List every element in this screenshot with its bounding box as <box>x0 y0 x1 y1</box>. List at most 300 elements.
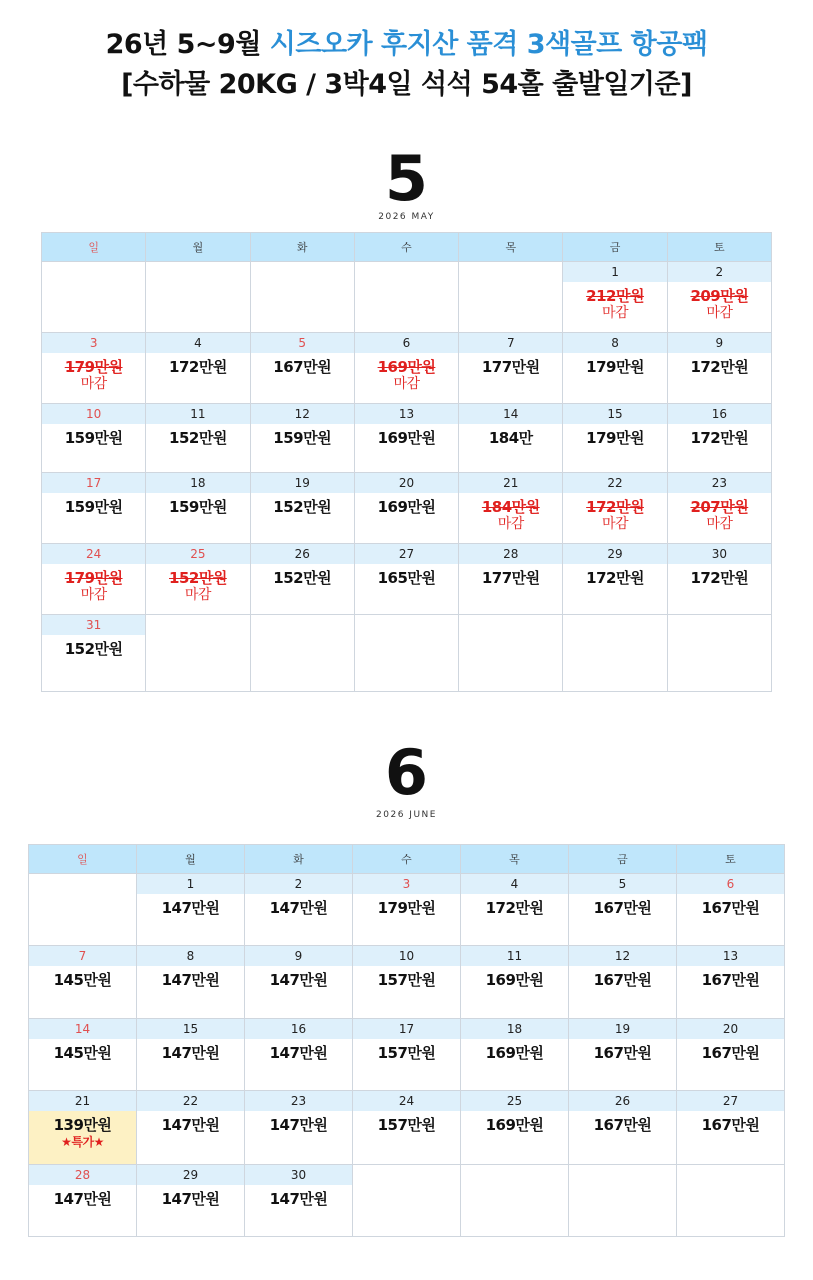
calendar-day-cell[interactable] <box>569 946 677 1019</box>
price-label: 139만원 <box>53 1116 112 1134</box>
day-number: 18 <box>146 473 249 493</box>
calendar-day-cell[interactable] <box>461 1019 569 1091</box>
weekday-header: 수 <box>354 233 458 262</box>
weekday-header: 토 <box>677 845 785 874</box>
day-number: 15 <box>563 404 666 424</box>
price-label: 147만원 <box>161 899 220 917</box>
price-label: 145만원 <box>53 1044 112 1062</box>
price-block <box>563 353 666 376</box>
may-month-number: 5 <box>384 142 429 215</box>
calendar-day-cell[interactable] <box>563 544 667 615</box>
price-block <box>355 353 458 392</box>
price-block <box>677 966 784 989</box>
day-number: 3 <box>353 874 460 894</box>
day-number: 11 <box>146 404 249 424</box>
price-block <box>461 894 568 917</box>
day-number: 13 <box>677 946 784 966</box>
price-label: 165만원 <box>377 569 436 587</box>
day-number: 2 <box>668 262 771 282</box>
price-block <box>137 1185 244 1208</box>
day-number: 12 <box>251 404 354 424</box>
calendar-day-cell[interactable] <box>245 1091 353 1165</box>
price-label: 152만원 <box>169 569 227 587</box>
day-number: 31 <box>42 615 145 635</box>
empty-day-cell <box>353 1165 461 1237</box>
price-block <box>42 424 145 447</box>
price-label: 172만원 <box>169 358 227 376</box>
calendar-week-row <box>42 544 772 615</box>
price-label: 152만원 <box>169 429 227 447</box>
weekday-header: 일 <box>29 845 137 874</box>
price-block <box>459 564 562 587</box>
calendar-day-cell[interactable] <box>137 874 245 946</box>
price-label: 167만원 <box>701 1044 760 1062</box>
calendar-day-cell[interactable] <box>42 544 146 615</box>
weekday-header: 토 <box>667 233 771 262</box>
calendar-day-cell[interactable] <box>677 1091 785 1165</box>
price-label: 179만원 <box>377 899 436 917</box>
calendar-day-cell[interactable] <box>29 1091 137 1165</box>
special-deal-badge: ★특가★ <box>61 1135 104 1149</box>
price-label: 147만원 <box>53 1190 112 1208</box>
calendar-day-cell[interactable] <box>459 404 563 473</box>
day-number: 20 <box>355 473 458 493</box>
calendar-day-cell[interactable] <box>563 473 667 544</box>
calendar-week-row <box>42 473 772 544</box>
price-label: 169만원 <box>377 429 436 447</box>
day-number: 25 <box>461 1091 568 1111</box>
calendar-week-row <box>29 1019 785 1091</box>
price-label: 167만원 <box>701 899 760 917</box>
calendar-day-cell[interactable] <box>459 333 563 404</box>
day-number: 4 <box>146 333 249 353</box>
calendar-day-cell[interactable] <box>569 1091 677 1165</box>
price-label: 145만원 <box>53 971 112 989</box>
price-label: 147만원 <box>161 1190 220 1208</box>
calendar-day-cell[interactable] <box>250 404 354 473</box>
price-block <box>569 1111 676 1134</box>
calendar-day-cell[interactable] <box>563 404 667 473</box>
calendar-day-cell[interactable] <box>42 615 146 692</box>
day-number: 9 <box>668 333 771 353</box>
day-number: 22 <box>563 473 666 493</box>
weekday-header: 월 <box>137 845 245 874</box>
calendar-day-cell[interactable] <box>354 404 458 473</box>
calendar-day-cell[interactable] <box>29 1165 137 1237</box>
empty-day-cell <box>146 262 250 333</box>
price-label: 169만원 <box>485 1116 544 1134</box>
price-block <box>668 424 771 447</box>
price-label: 179만원 <box>586 429 644 447</box>
calendar-week-row <box>29 946 785 1019</box>
empty-day-cell <box>461 1165 569 1237</box>
price-label: 167만원 <box>701 1116 760 1134</box>
weekday-header: 금 <box>563 233 667 262</box>
may-calendar <box>41 232 772 692</box>
calendar-day-cell[interactable] <box>677 946 785 1019</box>
title-prefix: 26년 5~9월 <box>105 29 270 60</box>
calendar-day-cell[interactable] <box>461 946 569 1019</box>
day-number: 14 <box>459 404 562 424</box>
price-label: 147만원 <box>269 1044 328 1062</box>
price-label: 169만원 <box>377 358 436 376</box>
price-label: 157만원 <box>377 1116 436 1134</box>
day-number: 24 <box>353 1091 460 1111</box>
price-label: 177만원 <box>481 569 540 587</box>
price-block <box>146 353 249 376</box>
price-block <box>245 1185 352 1208</box>
calendar-day-cell[interactable] <box>563 262 667 333</box>
calendar-day-cell[interactable] <box>29 946 137 1019</box>
day-number: 24 <box>42 544 145 564</box>
price-block <box>355 424 458 447</box>
calendar-day-cell[interactable] <box>146 333 250 404</box>
day-number: 27 <box>355 544 458 564</box>
price-block <box>677 1111 784 1134</box>
day-number: 9 <box>245 946 352 966</box>
weekday-header: 화 <box>250 233 354 262</box>
price-block <box>459 353 562 376</box>
price-label: 172만원 <box>690 569 749 587</box>
price-label: 147만원 <box>161 1116 220 1134</box>
price-block <box>29 966 136 989</box>
price-label: 152만원 <box>273 498 332 516</box>
price-block <box>563 564 666 587</box>
calendar-day-cell[interactable] <box>137 1091 245 1165</box>
empty-day-cell <box>354 615 458 692</box>
sold-out-label: 마감 <box>706 305 733 321</box>
sold-out-label: 마감 <box>80 376 107 392</box>
day-number: 15 <box>137 1019 244 1039</box>
day-number: 16 <box>245 1019 352 1039</box>
empty-day-cell <box>569 1165 677 1237</box>
price-label: 184만 <box>488 429 533 447</box>
price-label: 172만원 <box>690 429 749 447</box>
price-label: 184만원 <box>481 498 540 516</box>
day-number: 29 <box>137 1165 244 1185</box>
price-label: 159만원 <box>64 498 123 516</box>
calendar-day-cell[interactable] <box>29 1019 137 1091</box>
price-label: 209만원 <box>690 287 749 305</box>
price-block <box>353 966 460 989</box>
price-block <box>355 493 458 516</box>
price-block <box>245 1039 352 1062</box>
price-block <box>146 493 249 516</box>
weekday-header: 일 <box>42 233 146 262</box>
weekday-header: 수 <box>353 845 461 874</box>
price-label: 147만원 <box>269 899 328 917</box>
empty-day-cell <box>146 615 250 692</box>
calendar-day-cell[interactable] <box>667 262 771 333</box>
price-label: 147만원 <box>269 1190 328 1208</box>
day-number: 5 <box>251 333 354 353</box>
price-label: 147만원 <box>269 971 328 989</box>
calendar-day-cell[interactable] <box>353 874 461 946</box>
price-block <box>459 493 562 532</box>
day-number: 26 <box>569 1091 676 1111</box>
calendar-day-cell[interactable] <box>146 404 250 473</box>
calendar-day-cell[interactable] <box>250 544 354 615</box>
price-block <box>251 424 354 447</box>
calendar-day-cell[interactable] <box>42 473 146 544</box>
empty-day-cell <box>250 615 354 692</box>
price-block <box>563 282 666 321</box>
price-label: 167만원 <box>593 1044 652 1062</box>
calendar-day-cell[interactable] <box>677 1019 785 1091</box>
calendar-day-cell[interactable] <box>42 333 146 404</box>
sold-out-label: 마감 <box>706 516 733 532</box>
day-number: 7 <box>29 946 136 966</box>
calendar-day-cell[interactable] <box>146 473 250 544</box>
calendar-day-cell[interactable] <box>354 544 458 615</box>
price-block <box>42 353 145 392</box>
price-block <box>29 1039 136 1062</box>
sold-out-label: 마감 <box>602 305 629 321</box>
price-label: 172만원 <box>485 899 544 917</box>
day-number: 6 <box>355 333 458 353</box>
calendar-day-cell[interactable] <box>245 874 353 946</box>
sold-out-label: 마감 <box>184 587 211 603</box>
empty-day-cell <box>667 615 771 692</box>
calendar-day-cell[interactable] <box>461 874 569 946</box>
price-label: 167만원 <box>593 899 652 917</box>
price-label: 147만원 <box>269 1116 328 1134</box>
calendar-week-row <box>29 874 785 946</box>
price-block <box>461 966 568 989</box>
day-number: 30 <box>245 1165 352 1185</box>
title-line-2: [수하물 20KG / 3박4일 석석 54홀 출발일기준] <box>121 69 692 100</box>
day-number: 10 <box>42 404 145 424</box>
calendar-day-cell[interactable] <box>354 473 458 544</box>
day-number: 1 <box>563 262 666 282</box>
calendar-day-cell[interactable] <box>459 473 563 544</box>
price-block <box>42 635 145 658</box>
price-block <box>353 894 460 917</box>
price-block <box>569 1039 676 1062</box>
day-number: 19 <box>251 473 354 493</box>
price-label: 152만원 <box>64 640 123 658</box>
price-block <box>355 564 458 587</box>
price-label: 147만원 <box>161 971 220 989</box>
day-number: 26 <box>251 544 354 564</box>
day-number: 3 <box>42 333 145 353</box>
day-number: 16 <box>668 404 771 424</box>
price-label: 179만원 <box>586 358 644 376</box>
calendar-day-cell[interactable] <box>250 333 354 404</box>
calendar-day-cell[interactable] <box>569 1019 677 1091</box>
price-block <box>29 1185 136 1208</box>
june-calendar <box>28 844 785 1237</box>
calendar-day-cell[interactable] <box>459 544 563 615</box>
empty-day-cell <box>563 615 667 692</box>
price-block <box>668 493 771 532</box>
june-subtitle: 2026 JUNE <box>376 810 437 820</box>
day-number: 19 <box>569 1019 676 1039</box>
calendar-day-cell[interactable] <box>667 333 771 404</box>
calendar-day-cell[interactable] <box>137 946 245 1019</box>
price-label: 159만원 <box>273 429 332 447</box>
price-block <box>461 1039 568 1062</box>
price-block <box>353 1111 460 1134</box>
price-label: 172만원 <box>690 358 749 376</box>
day-number: 8 <box>137 946 244 966</box>
day-number: 6 <box>677 874 784 894</box>
calendar-day-cell[interactable] <box>569 874 677 946</box>
title-highlight: 시즈오카 후지산 품격 3색골프 항공팩 <box>269 29 708 60</box>
weekday-header-row <box>42 233 772 262</box>
price-label: 172만원 <box>586 569 644 587</box>
price-label: 179만원 <box>64 358 123 376</box>
price-block <box>569 894 676 917</box>
price-label: 169만원 <box>485 971 544 989</box>
day-number: 29 <box>563 544 666 564</box>
price-block <box>146 564 249 603</box>
price-block <box>42 564 145 603</box>
calendar-day-cell[interactable] <box>42 404 146 473</box>
empty-day-cell <box>677 1165 785 1237</box>
calendar-week-row <box>29 1165 785 1237</box>
calendar-day-cell[interactable] <box>245 1019 353 1091</box>
price-label: 167만원 <box>593 971 652 989</box>
day-number: 4 <box>461 874 568 894</box>
price-block <box>563 424 666 447</box>
price-block <box>245 894 352 917</box>
day-number: 11 <box>461 946 568 966</box>
empty-day-cell <box>459 262 563 333</box>
price-block <box>42 493 145 516</box>
day-number: 27 <box>677 1091 784 1111</box>
price-block <box>137 1039 244 1062</box>
price-block <box>251 353 354 376</box>
empty-day-cell <box>354 262 458 333</box>
price-block <box>677 894 784 917</box>
price-block <box>251 493 354 516</box>
calendar-day-cell[interactable] <box>667 473 771 544</box>
empty-day-cell <box>250 262 354 333</box>
day-number: 7 <box>459 333 562 353</box>
weekday-header: 화 <box>245 845 353 874</box>
calendar-week-row <box>42 333 772 404</box>
price-block <box>569 966 676 989</box>
calendar-day-cell[interactable] <box>146 544 250 615</box>
price-block <box>668 353 771 376</box>
price-block <box>245 1111 352 1134</box>
price-block <box>668 282 771 321</box>
price-block <box>137 966 244 989</box>
price-label: 172만원 <box>586 498 644 516</box>
price-label: 167만원 <box>701 971 760 989</box>
calendar-day-cell[interactable] <box>137 1019 245 1091</box>
day-number: 17 <box>353 1019 460 1039</box>
weekday-header: 목 <box>461 845 569 874</box>
price-label: 167만원 <box>593 1116 652 1134</box>
day-number: 12 <box>569 946 676 966</box>
weekday-header: 목 <box>459 233 563 262</box>
day-number: 18 <box>461 1019 568 1039</box>
price-block <box>251 564 354 587</box>
price-block <box>146 424 249 447</box>
price-label: 167만원 <box>273 358 332 376</box>
calendar-day-cell[interactable] <box>137 1165 245 1237</box>
calendar-day-cell[interactable] <box>563 333 667 404</box>
calendar-day-cell[interactable] <box>245 946 353 1019</box>
price-block <box>677 1039 784 1062</box>
price-label: 177만원 <box>481 358 540 376</box>
calendar-day-cell[interactable] <box>667 544 771 615</box>
calendar-day-cell[interactable] <box>353 1091 461 1165</box>
day-number: 5 <box>569 874 676 894</box>
calendar-week-row <box>29 1091 785 1165</box>
sold-out-label: 마감 <box>497 516 524 532</box>
price-block <box>563 493 666 532</box>
price-block <box>459 424 562 447</box>
calendar-week-row <box>42 262 772 333</box>
calendar-day-cell[interactable] <box>354 333 458 404</box>
day-number: 2 <box>245 874 352 894</box>
day-number: 13 <box>355 404 458 424</box>
day-number: 20 <box>677 1019 784 1039</box>
calendar-week-row <box>42 404 772 473</box>
price-label: 207만원 <box>690 498 749 516</box>
day-number: 30 <box>668 544 771 564</box>
day-number: 14 <box>29 1019 136 1039</box>
calendar-day-cell[interactable] <box>353 1019 461 1091</box>
calendar-day-cell[interactable] <box>353 946 461 1019</box>
day-number: 25 <box>146 544 249 564</box>
day-number: 22 <box>137 1091 244 1111</box>
calendar-week-row <box>42 615 772 692</box>
price-label: 159만원 <box>64 429 123 447</box>
price-label: 179만원 <box>64 569 123 587</box>
price-block <box>137 894 244 917</box>
weekday-header-row <box>29 845 785 874</box>
calendar-day-cell[interactable] <box>667 404 771 473</box>
title-line-1 <box>0 22 813 61</box>
day-number: 28 <box>459 544 562 564</box>
empty-day-cell <box>29 874 137 946</box>
calendar-day-cell[interactable] <box>245 1165 353 1237</box>
day-number: 28 <box>29 1165 136 1185</box>
price-label: 152만원 <box>273 569 332 587</box>
may-subtitle: 2026 MAY <box>378 212 435 222</box>
price-block <box>245 966 352 989</box>
empty-day-cell <box>42 262 146 333</box>
price-block <box>29 1111 136 1150</box>
calendar-day-cell[interactable] <box>250 473 354 544</box>
day-number: 21 <box>459 473 562 493</box>
price-block <box>353 1039 460 1062</box>
price-label: 212만원 <box>586 287 644 305</box>
price-label: 169만원 <box>485 1044 544 1062</box>
price-label: 159만원 <box>169 498 227 516</box>
sold-out-label: 마감 <box>602 516 629 532</box>
sold-out-label: 마감 <box>80 587 107 603</box>
price-label: 147만원 <box>161 1044 220 1062</box>
day-number: 23 <box>668 473 771 493</box>
price-block <box>668 564 771 587</box>
day-number: 1 <box>137 874 244 894</box>
price-block <box>137 1111 244 1134</box>
empty-day-cell <box>459 615 563 692</box>
price-label: 157만원 <box>377 971 436 989</box>
day-number: 8 <box>563 333 666 353</box>
day-number: 10 <box>353 946 460 966</box>
day-number: 23 <box>245 1091 352 1111</box>
calendar-day-cell[interactable] <box>677 874 785 946</box>
calendar-day-cell[interactable] <box>461 1091 569 1165</box>
sold-out-label: 마감 <box>393 376 420 392</box>
day-number: 21 <box>29 1091 136 1111</box>
